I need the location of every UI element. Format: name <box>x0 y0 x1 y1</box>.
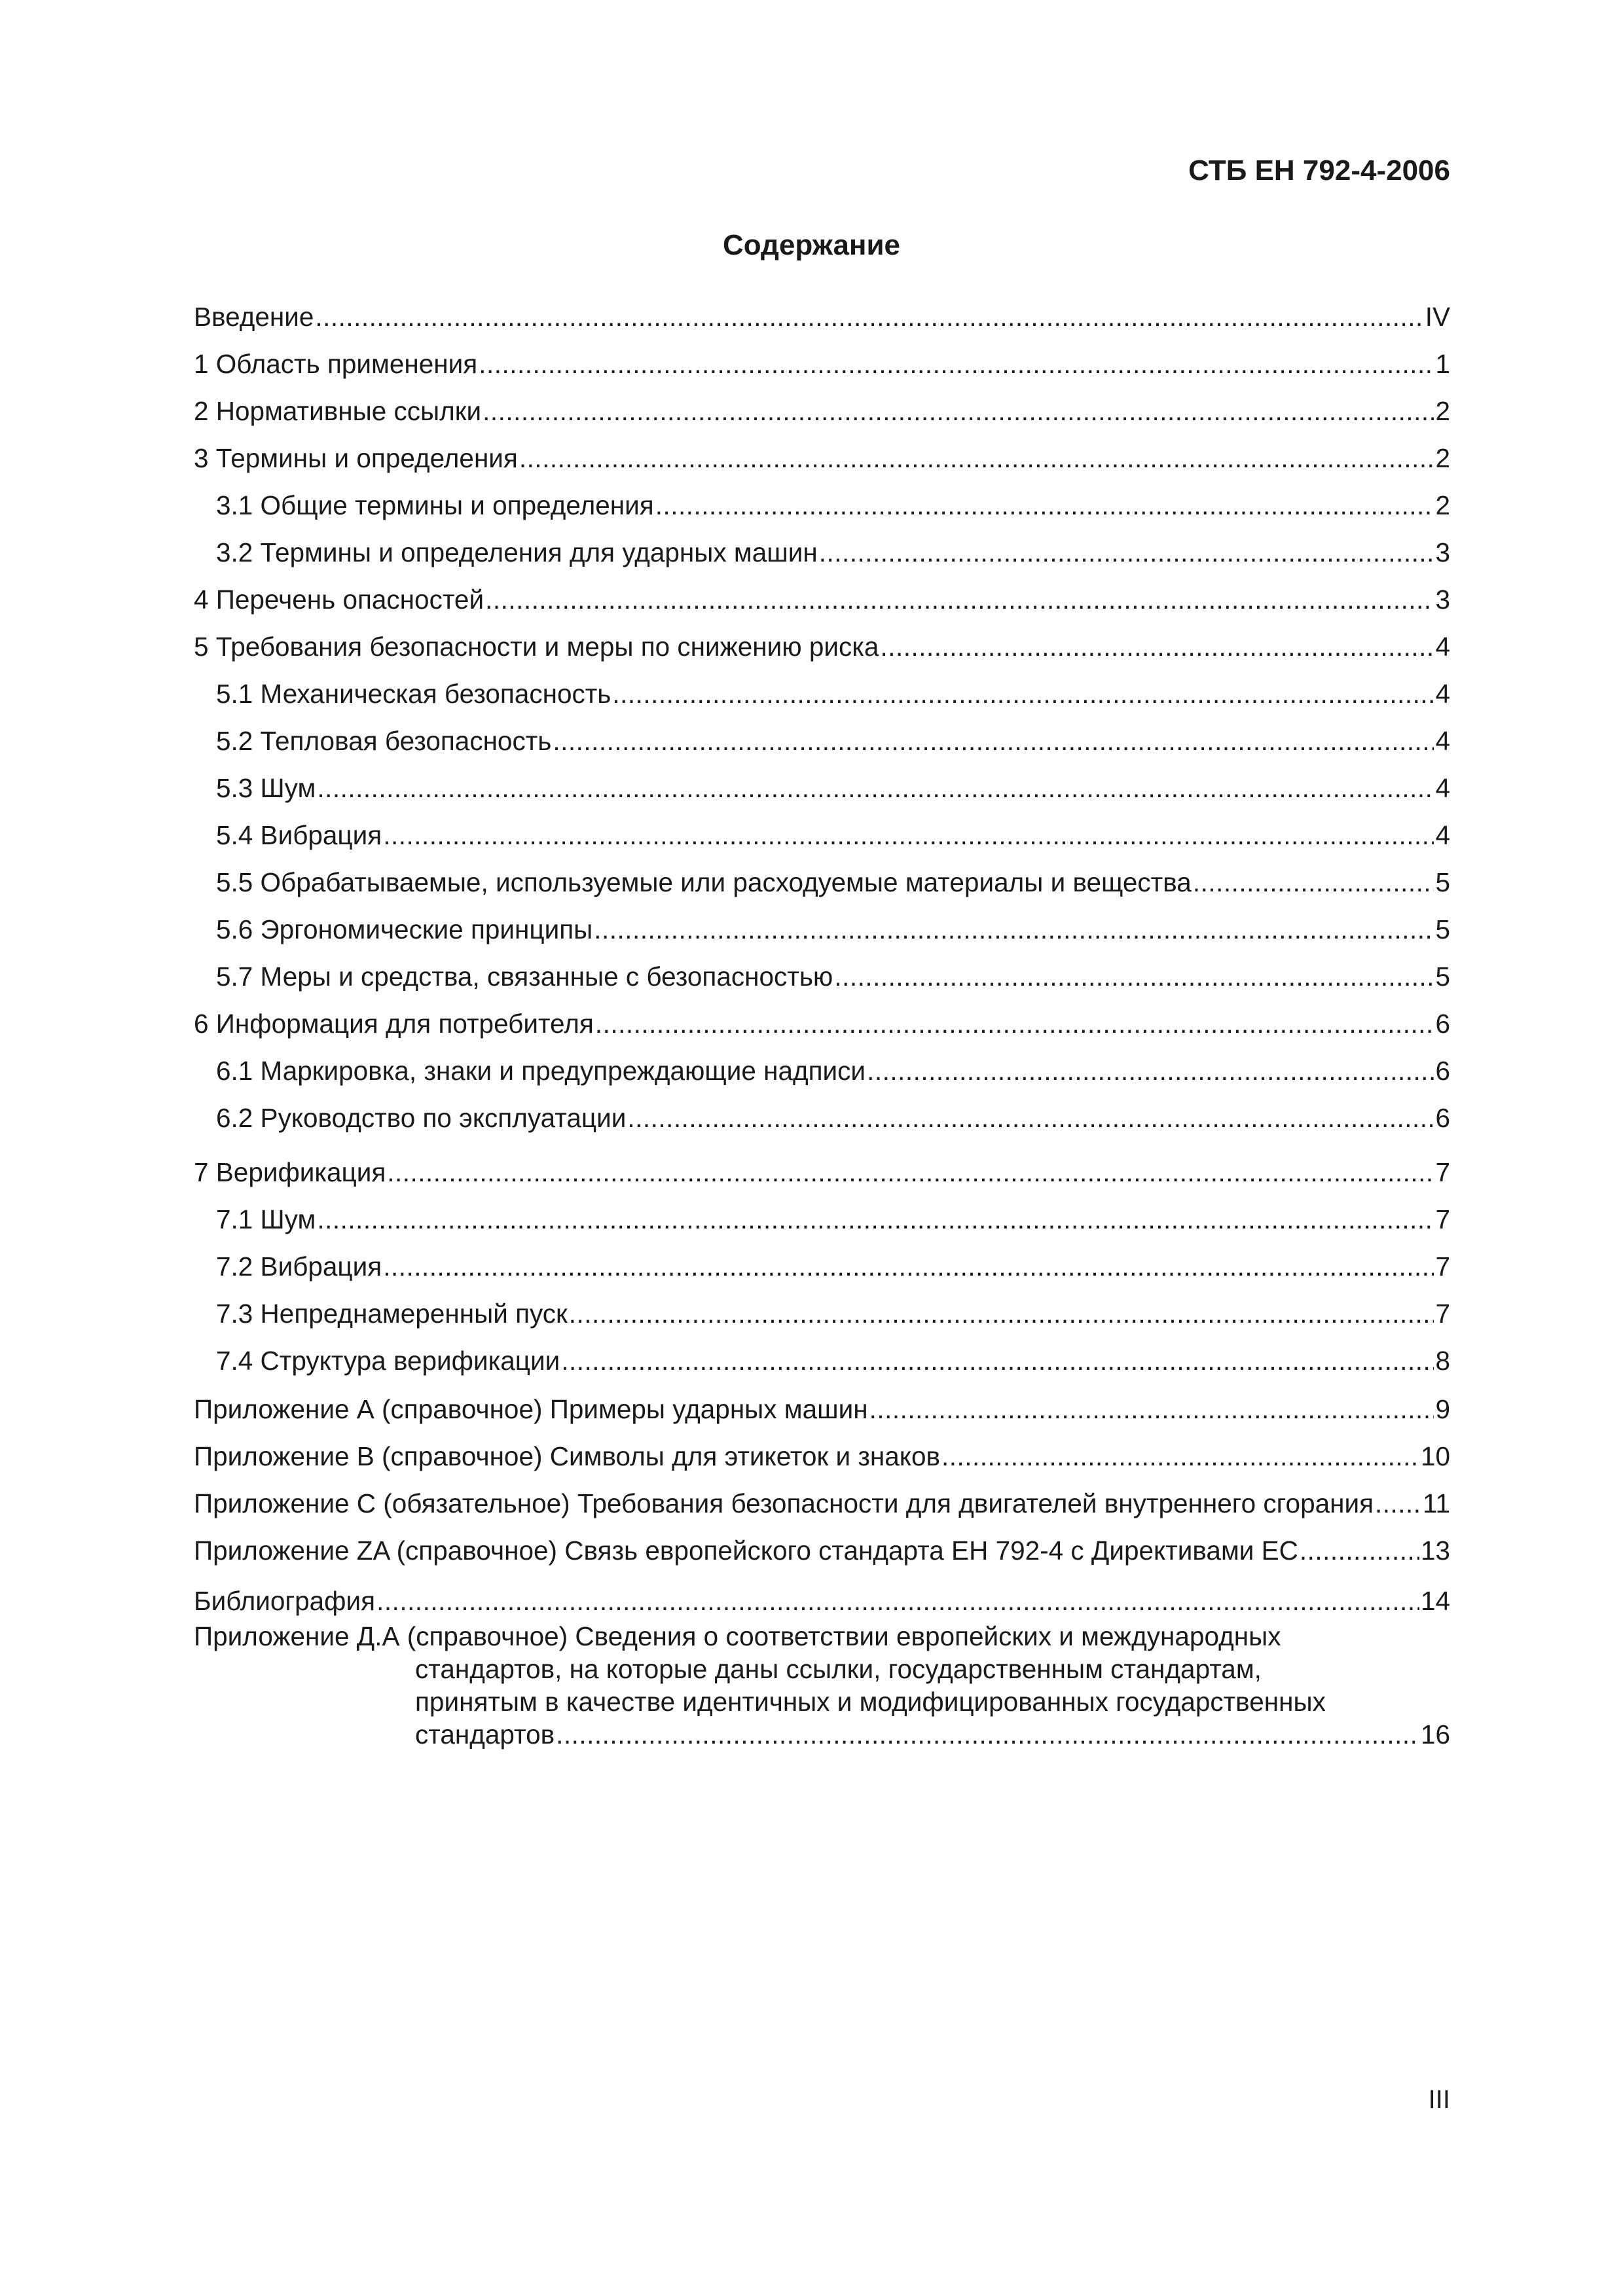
dot-leader <box>867 1052 1434 1089</box>
toc-entry[interactable] <box>216 817 1450 853</box>
toc-entry[interactable] <box>194 1391 1450 1427</box>
toc-entry-label: 2 Нормативные ссылки <box>194 396 482 426</box>
toc-entry[interactable] <box>194 1005 1450 1042</box>
toc-entry[interactable] <box>216 958 1450 995</box>
toc-entry[interactable] <box>194 1485 1450 1522</box>
toc-entry-label: Приложение В (справочное) Символы для этикеток и знаков <box>194 1441 941 1471</box>
dot-leader <box>941 1438 1419 1475</box>
toc-entry[interactable] <box>216 1052 1450 1089</box>
toc-entry-label: Приложение С (обязательное) Требования безопасности для двигателей внутреннего сгорания <box>194 1488 1374 1518</box>
toc-entry-label: 5.5 Обрабатываемые, используемые или расходуемые материалы и вещества <box>216 867 1192 897</box>
toc-entry[interactable] <box>194 1438 1450 1475</box>
toc-entry-page: 10 <box>1420 1441 1450 1471</box>
toc-entry-label-continuation: стандартов, на которые даны ссылки, государственным стандартам, <box>415 1654 1262 1684</box>
toc-entry-last-line <box>194 1718 1450 1751</box>
dot-leader <box>376 1583 1419 1619</box>
toc-entry-label-continuation: принятым в качестве идентичных и модифицированных государственных <box>415 1687 1326 1717</box>
toc-entry-label: Приложение ZA (справочное) Связь европейского стандарта ЕН 792-4 с Директивами ЕС <box>194 1535 1298 1566</box>
toc-entry[interactable] <box>194 628 1450 665</box>
toc-entry-label: 6.2 Руководство по эксплуатации <box>216 1103 627 1133</box>
toc-entry-label: 7.4 Структура верификации <box>216 1346 560 1376</box>
toc-entry-label: 7.2 Вибрация <box>216 1251 382 1282</box>
toc-entry-page: 13 <box>1420 1535 1450 1566</box>
toc-entry-page: 1 <box>1435 349 1450 379</box>
toc-entry-page: 2 <box>1435 490 1450 520</box>
toc-entry[interactable] <box>194 298 1450 335</box>
toc-entry-label: 7.1 Шум <box>216 1204 316 1234</box>
toc-entry-page: 8 <box>1435 1346 1450 1376</box>
dot-leader <box>315 298 1423 335</box>
dot-leader <box>317 1201 1434 1238</box>
toc-entry[interactable] <box>194 1532 1450 1569</box>
dot-leader <box>1300 1532 1419 1569</box>
toc-entry-label: 5 Требования безопасности и меры по снижению риска <box>194 632 879 662</box>
toc-entry[interactable] <box>194 393 1450 429</box>
toc-entry-page: 16 <box>1420 1719 1450 1749</box>
page-number: III <box>1428 2085 1450 2114</box>
toc-entry-page: 3 <box>1435 584 1450 615</box>
toc-entry-page: 3 <box>1435 537 1450 567</box>
toc-entry[interactable] <box>216 1342 1450 1379</box>
toc-entry-page: 7 <box>1435 1157 1450 1187</box>
toc-entry[interactable] <box>216 770 1450 806</box>
toc-entry-page: 4 <box>1435 679 1450 709</box>
toc-entry-page: IV <box>1425 302 1450 332</box>
toc-entry[interactable] <box>216 487 1450 524</box>
toc-entry[interactable] <box>194 581 1450 618</box>
toc-entry[interactable] <box>194 440 1450 476</box>
toc-entry-label: 5.7 Меры и средства, связанные с безопасностью <box>216 961 833 992</box>
dot-leader <box>519 440 1434 476</box>
toc-entry[interactable] <box>216 1295 1450 1332</box>
dot-leader <box>317 770 1434 806</box>
toc-entry[interactable] <box>216 1248 1450 1285</box>
dot-leader <box>612 675 1434 712</box>
toc-entry[interactable] <box>216 534 1450 571</box>
toc-entry[interactable] <box>194 1154 1450 1191</box>
dot-leader <box>556 1718 1419 1751</box>
toc-entry-page: 5 <box>1435 914 1450 944</box>
toc-entry[interactable] <box>216 1100 1450 1136</box>
toc-entry-label: 3 Термины и определения <box>194 443 518 473</box>
toc-entry-label: Приложение Д.А (справочное) Сведения о соответствии европейских и международных <box>194 1621 1281 1651</box>
dot-leader <box>869 1391 1434 1427</box>
toc-entry-page: 4 <box>1435 773 1450 803</box>
toc-entry-label: 7.3 Непреднамеренный пуск <box>216 1299 568 1329</box>
dot-leader <box>569 1295 1434 1332</box>
dot-leader <box>594 911 1434 948</box>
dot-leader <box>561 1342 1434 1379</box>
toc-entry-label: 3.1 Общие термины и определения <box>216 490 654 520</box>
toc-entry-page: 4 <box>1435 726 1450 756</box>
toc-entry-page: 7 <box>1435 1251 1450 1282</box>
dot-leader <box>387 1154 1434 1191</box>
toc-entry-page: 11 <box>1422 1488 1450 1518</box>
dot-leader <box>479 346 1434 382</box>
toc-entry-label: 6.1 Маркировка, знаки и предупреждающие надписи <box>216 1056 866 1086</box>
toc-entry[interactable] <box>216 723 1450 759</box>
toc-entry-page: 7 <box>1435 1299 1450 1329</box>
toc-entry-label: Библиография <box>194 1586 376 1616</box>
toc-entry[interactable] <box>216 911 1450 948</box>
toc-entry-page: 5 <box>1435 961 1450 992</box>
dot-leader <box>485 581 1434 618</box>
toc-entry[interactable] <box>216 675 1450 712</box>
toc-entry-page: 4 <box>1435 820 1450 850</box>
toc-entry-label: 5.4 Вибрация <box>216 820 382 850</box>
toc-entry-page: 9 <box>1435 1394 1450 1424</box>
toc-entry-label: Приложение А (справочное) Примеры ударных машин <box>194 1394 868 1424</box>
dot-leader <box>1193 864 1434 901</box>
toc-entry-page: 5 <box>1435 867 1450 897</box>
toc-entry-annex-da[interactable] <box>194 1620 1450 1751</box>
toc-entry-label: 5.2 Тепловая безопасность <box>216 726 552 756</box>
toc-entry-page: 7 <box>1435 1204 1450 1234</box>
toc-entry-page: 2 <box>1435 396 1450 426</box>
toc-entry-page: 4 <box>1435 632 1450 662</box>
toc-entry-label-continuation: стандартов <box>415 1719 555 1749</box>
dot-leader <box>880 628 1434 665</box>
dot-leader <box>819 534 1434 571</box>
toc-entry-page: 14 <box>1420 1586 1450 1616</box>
toc-entry-label: 5.6 Эргономические принципы <box>216 914 593 944</box>
dot-leader <box>627 1100 1434 1136</box>
toc-entry-label: 7 Верификация <box>194 1157 386 1187</box>
dot-leader <box>383 817 1434 853</box>
toc-entry-label: Введение <box>194 302 314 332</box>
toc-entry[interactable] <box>216 864 1450 901</box>
page-title: Содержание <box>722 229 901 261</box>
toc-entry[interactable] <box>194 1583 1450 1619</box>
dot-leader <box>655 487 1434 524</box>
dot-leader <box>834 958 1434 995</box>
document-code: СТБ ЕН 792-4-2006 <box>1188 154 1450 187</box>
toc-entry-page: 6 <box>1435 1103 1450 1133</box>
toc-entry-label: 4 Перечень опасностей <box>194 584 484 615</box>
toc-entry-label: 1 Область применения <box>194 349 478 379</box>
dot-leader <box>553 723 1434 759</box>
toc-entry-page: 6 <box>1435 1009 1450 1039</box>
dot-leader <box>383 1248 1434 1285</box>
dot-leader <box>483 393 1434 429</box>
dot-leader <box>1375 1485 1421 1522</box>
toc-entry-label: 3.2 Термины и определения для ударных машин <box>216 537 818 567</box>
toc-entry-page: 6 <box>1435 1056 1450 1086</box>
dot-leader <box>595 1005 1434 1042</box>
toc-entry-label: 6 Информация для потребителя <box>194 1009 594 1039</box>
toc-entry[interactable] <box>194 346 1450 382</box>
toc-entry-label: 5.3 Шум <box>216 773 316 803</box>
toc-entry-label: 5.1 Механическая безопасность <box>216 679 611 709</box>
toc-entry-page: 2 <box>1435 443 1450 473</box>
toc-entry[interactable] <box>216 1201 1450 1238</box>
